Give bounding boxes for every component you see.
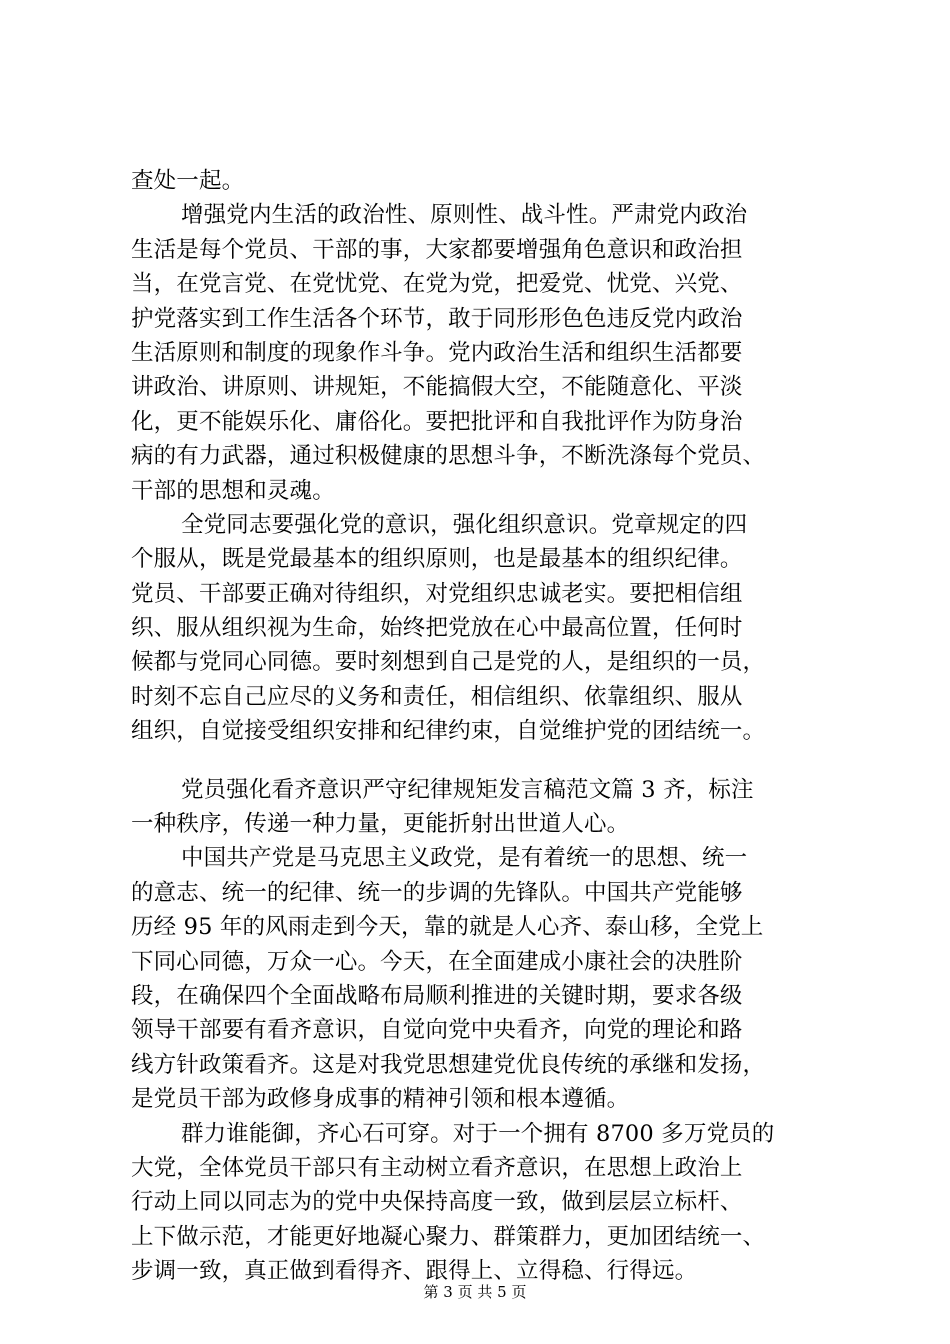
- text-line: 步调一致，真正做到看得齐、跟得上、立得稳、行得远。: [131, 1258, 698, 1285]
- text-line: 干部的思想和灵魂。: [131, 477, 335, 504]
- paragraph-start-line: 群力谁能御，齐心石可穿。对于一个拥有 8700 多万党员的: [181, 1120, 775, 1147]
- paragraph-start-line: 中国共产党是马克思主义政党，是有着统一的思想、统一: [181, 845, 748, 872]
- text-line: 当，在党言党、在党忧党、在党为党，把爱党、忧党、兴党、: [131, 271, 743, 298]
- document-body: [131, 164, 831, 1289]
- text-line: 生活是每个党员、干部的事，大家都要增强角色意识和政治担: [131, 236, 743, 263]
- text-line: 是党员干部为政修身成事的精神引领和根本遵循。: [131, 1086, 630, 1113]
- text-line: 织、服从组织视为生命，始终把党放在心中最高位置，任何时: [131, 615, 743, 642]
- text-line: 查处一起。: [131, 168, 245, 194]
- text-line: 线方针政策看齐。这是对我党思想建党优良传统的承继和发扬，: [131, 1051, 766, 1078]
- text-line: 历经 95 年的风雨走到今天，靠的就是人心齐、泰山移，全党上: [131, 914, 764, 941]
- text-line: 个服从，既是党最基本的组织原则，也是最基本的组织纪律。: [131, 546, 743, 573]
- section-title-line: 党员强化看齐意识严守纪律规矩发言稿范文篇 3 齐，标注: [181, 776, 754, 803]
- text-line: 组织，自觉接受组织安排和纪律约束，自觉维护党的团结统一。: [131, 718, 766, 745]
- text-line: 护党落实到工作生活各个环节，敢于同形形色色违反党内政治: [131, 305, 743, 332]
- text-line: 党员、干部要正确对待组织，对党组织忠诚老实。要把相信组: [131, 580, 743, 607]
- text-line: 化，更不能娱乐化、庸俗化。要把批评和自我批评作为防身治: [131, 408, 743, 435]
- text-line: 病的有力武器，通过积极健康的思想斗争，不断洗涤每个党员、: [131, 443, 766, 470]
- text-line: 下同心同德，万众一心。今天，在全面建成小康社会的决胜阶: [131, 948, 743, 975]
- text-line: 大党，全体党员干部只有主动树立看齐意识，在思想上政治上: [131, 1154, 743, 1181]
- paragraph-start-line: 增强党内生活的政治性、原则性、战斗性。严肃党内政治: [181, 202, 748, 229]
- page-number-footer: 第 3 页 共 5 页: [423, 1283, 527, 1301]
- text-line: 上下做示范，才能更好地凝心聚力、群策群力，更加团结统一、: [131, 1223, 766, 1250]
- text-line: 讲政治、讲原则、讲规矩，不能搞假大空，不能随意化、平淡: [131, 374, 743, 401]
- text-line: 时刻不忘自己应尽的义务和责任，相信组织、依靠组织、服从: [131, 683, 743, 710]
- text-line: 行动上同以同志为的党中央保持高度一致，做到层层立标杆、: [131, 1189, 743, 1216]
- text-line: 生活原则和制度的现象作斗争。党内政治生活和组织生活都要: [131, 339, 743, 366]
- text-line: 的意志、统一的纪律、统一的步调的先锋队。中国共产党能够: [131, 879, 743, 906]
- paragraph-start-line: 全党同志要强化党的意识，强化组织意识。党章规定的四: [181, 511, 748, 538]
- text-line: 候都与党同心同德。要时刻想到自己是党的人，是组织的一员，: [131, 649, 766, 676]
- text-line: 一种秩序，传递一种力量，更能折射出世道人心。: [131, 811, 630, 838]
- text-line: 段，在确保四个全面战略布局顺利推进的关键时期，要求各级: [131, 982, 743, 1009]
- text-line: 领导干部要有看齐意识，自觉向党中央看齐，向党的理论和路: [131, 1017, 743, 1044]
